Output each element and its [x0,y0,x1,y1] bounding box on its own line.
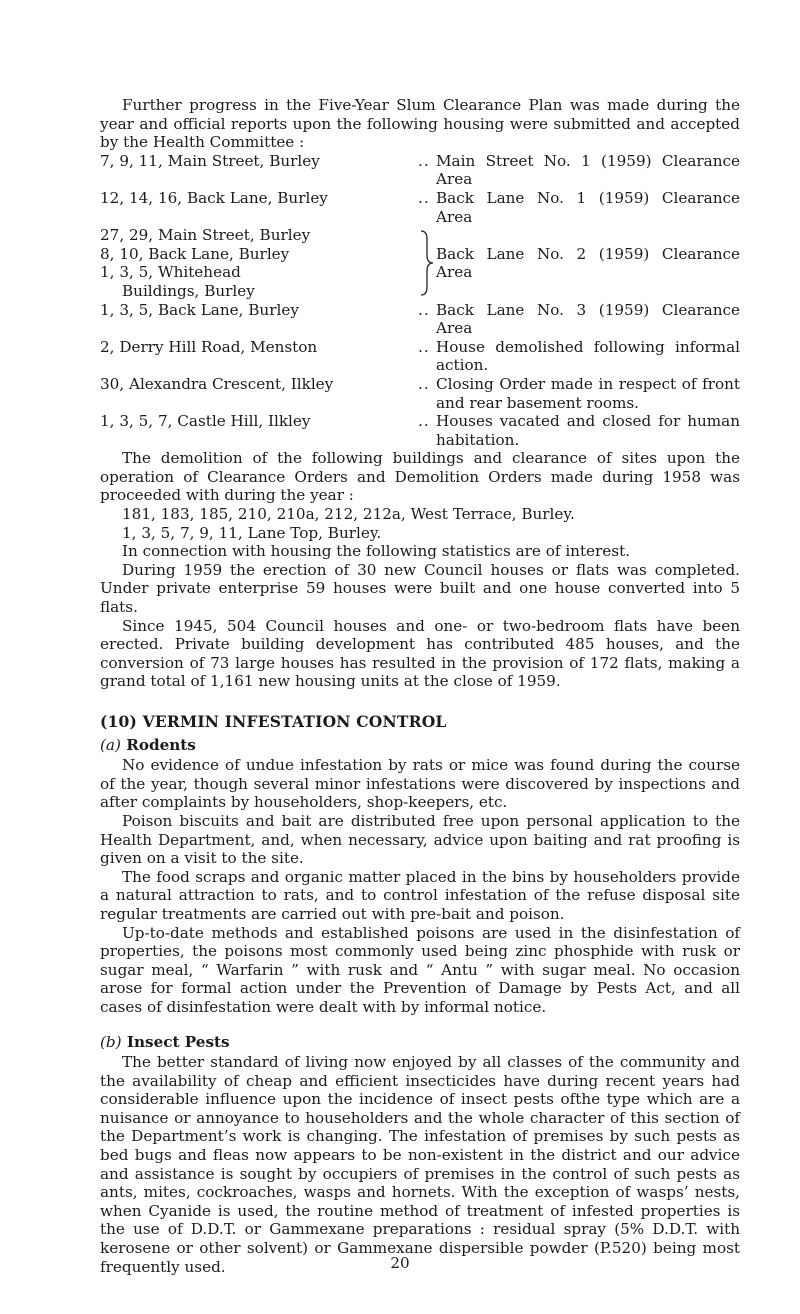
clearance-row [100,189,740,226]
clearance-location: 8, 10, Back Lane, Burley [100,244,290,263]
clearance-result: Closing Order made in respect of front and rear basement rooms. [436,374,740,412]
rodents-paragraph: Up-to-date methods and established poisons are used in the disinfestation of properties, the poisons most commonly used being zinc phosphide with rusk or sugar meal, “ Warfarin ” with rusk and “ Antu ” with sugar meal. No occasion arose for formal action under the Prevention of Damage by Pests Act, and all cases of disinfestation were dealt with by informal notice. [100,923,740,1016]
clearance-location: Buildings, Burley [122,281,255,300]
subsection-label: (b) [100,1032,122,1051]
clearance-row [100,412,740,449]
clearance-location: 30, Alexandra Crescent, Ilkley [100,374,334,393]
insects-paragraph: The better standard of living now enjoyed by all classes of the community and the availability of cheap and efficient insecticides have during recent years had considerable influence upon the incidence of insect pests ofthe type which are a nuisance or annoyance to householders and the whole character of this section of the Department’s work is changing. The infestation of premises by such pests as bed bugs and fleas now appears to be non-existent in the district and our advice and assistance is sought by occupiers of premises in the control of such pests as ants, mites, cockroaches, wasps and hornets. With the exception of wasps’ nests, when Cyanide is used, the routine method of treatment of infested properties is the use of D.D.T. or Gammexane preparations : residual spray (5% D.D.T. with kerosene or other solvent) or Gammexane dispersible powder (P.520) being most frequently used. [100,1053,740,1276]
leader-dots: .. [418,412,430,431]
subsection-title: Insect Pests [126,1032,230,1051]
clearance-group-locations [100,226,418,300]
clearance-result: House demolished following informal action. [436,337,740,375]
page-number: 20 [390,1254,410,1272]
clearance-row [100,301,740,338]
clearance-location: 7, 9, 11, Main Street, Burley [100,151,320,170]
rodents-paragraph: The food scraps and organic matter placed in the bins by householders provide a natural attraction to rats, and to control infestation of the refuse disposal site regular treatments are carried out with pre-bait and poison. [100,867,740,923]
clearance-location: 2, Derry Hill Road, Menston [100,337,318,356]
clearance-list [100,152,740,450]
leader-dots: .. [418,300,430,319]
subsection-heading-rodents [100,736,740,755]
rodents-paragraph: Poison biscuits and bait are distributed free upon personal application to the Health Department, and, when necessary, advice upon baiting and rat proofing is given on a visit to the site. [100,811,740,868]
clearance-row [100,152,740,189]
leader-dots: .. [418,188,430,207]
rodents-paragraph: No evidence of undue infestation by rats or mice was found during the course of the year, though several minor infestations were discovered by inspections and after complaints by householders, shop-keepers, etc. [100,756,740,812]
document-page [100,96,740,1276]
demolition-item: 1, 3, 5, 7, 9, 11, Lane Top, Burley. [122,523,382,542]
clearance-result: Houses vacated and closed for human habitation. [436,412,740,449]
clearance-result: Main Street No. 1 (1959) Clearance Area [436,151,740,189]
subsection-heading-insects [100,1033,740,1052]
clearance-location: 1, 3, 5, 7, Castle Hill, Ilkley [100,412,311,431]
clearance-group [100,226,740,300]
section-heading: (10) VERMIN INFESTATION CONTROL [100,712,447,731]
clearance-location: 12, 14, 16, Back Lane, Burley [100,188,328,207]
leader-dots: .. [418,337,430,356]
subsection-title: Rodents [126,735,196,754]
intro-paragraph: Further progress in the Five-Year Slum Clearance Plan was made during the year and official reports upon the following housing were submitted and accepted by the Health Committee : [100,96,740,152]
clearance-row [100,338,740,375]
clearance-location: 27, 29, Main Street, Burley [100,226,311,245]
demolition-item: 181, 183, 185, 210, 210a, 212, 212a, West Terrace, Burley. [122,505,575,524]
stats-paragraph: During 1959 the erection of 30 new Council houses or flats was completed. Under private enterprise 59 houses were built and one house converted into 5 flats. [100,560,740,617]
leader-dots: .. [418,151,430,170]
clearance-location: 1, 3, 5, Whitehead [100,263,241,282]
clearance-result: Back Lane No. 2 (1959) Clearance Area [436,244,740,282]
stats-intro: In connection with housing the following statistics are of interest. [122,542,631,561]
clearance-result: Back Lane No. 1 (1959) Clearance Area [436,188,740,226]
subsection-label: (a) [100,735,121,754]
stats-paragraph: Since 1945, 504 Council houses and one- or two-bedroom flats have been erected. Private building development has contributed 485 houses, and the conversion of 73 large houses has resulted in the provision of 172 flats, making a grand total of 1,161 new housing units at the close of 1959. [100,616,740,691]
right-brace-icon [418,227,436,299]
leader-dots: .. [418,374,430,393]
clearance-location: 1, 3, 5, Back Lane, Burley [100,300,299,319]
demolition-paragraph: The demolition of the following buildings and clearance of sites upon the operation of Clearance Orders and Demolition Orders made during 1958 was proceeded with during the year : [100,449,740,505]
clearance-result: Back Lane No. 3 (1959) Clearance Area [436,300,740,338]
clearance-row [100,375,740,412]
